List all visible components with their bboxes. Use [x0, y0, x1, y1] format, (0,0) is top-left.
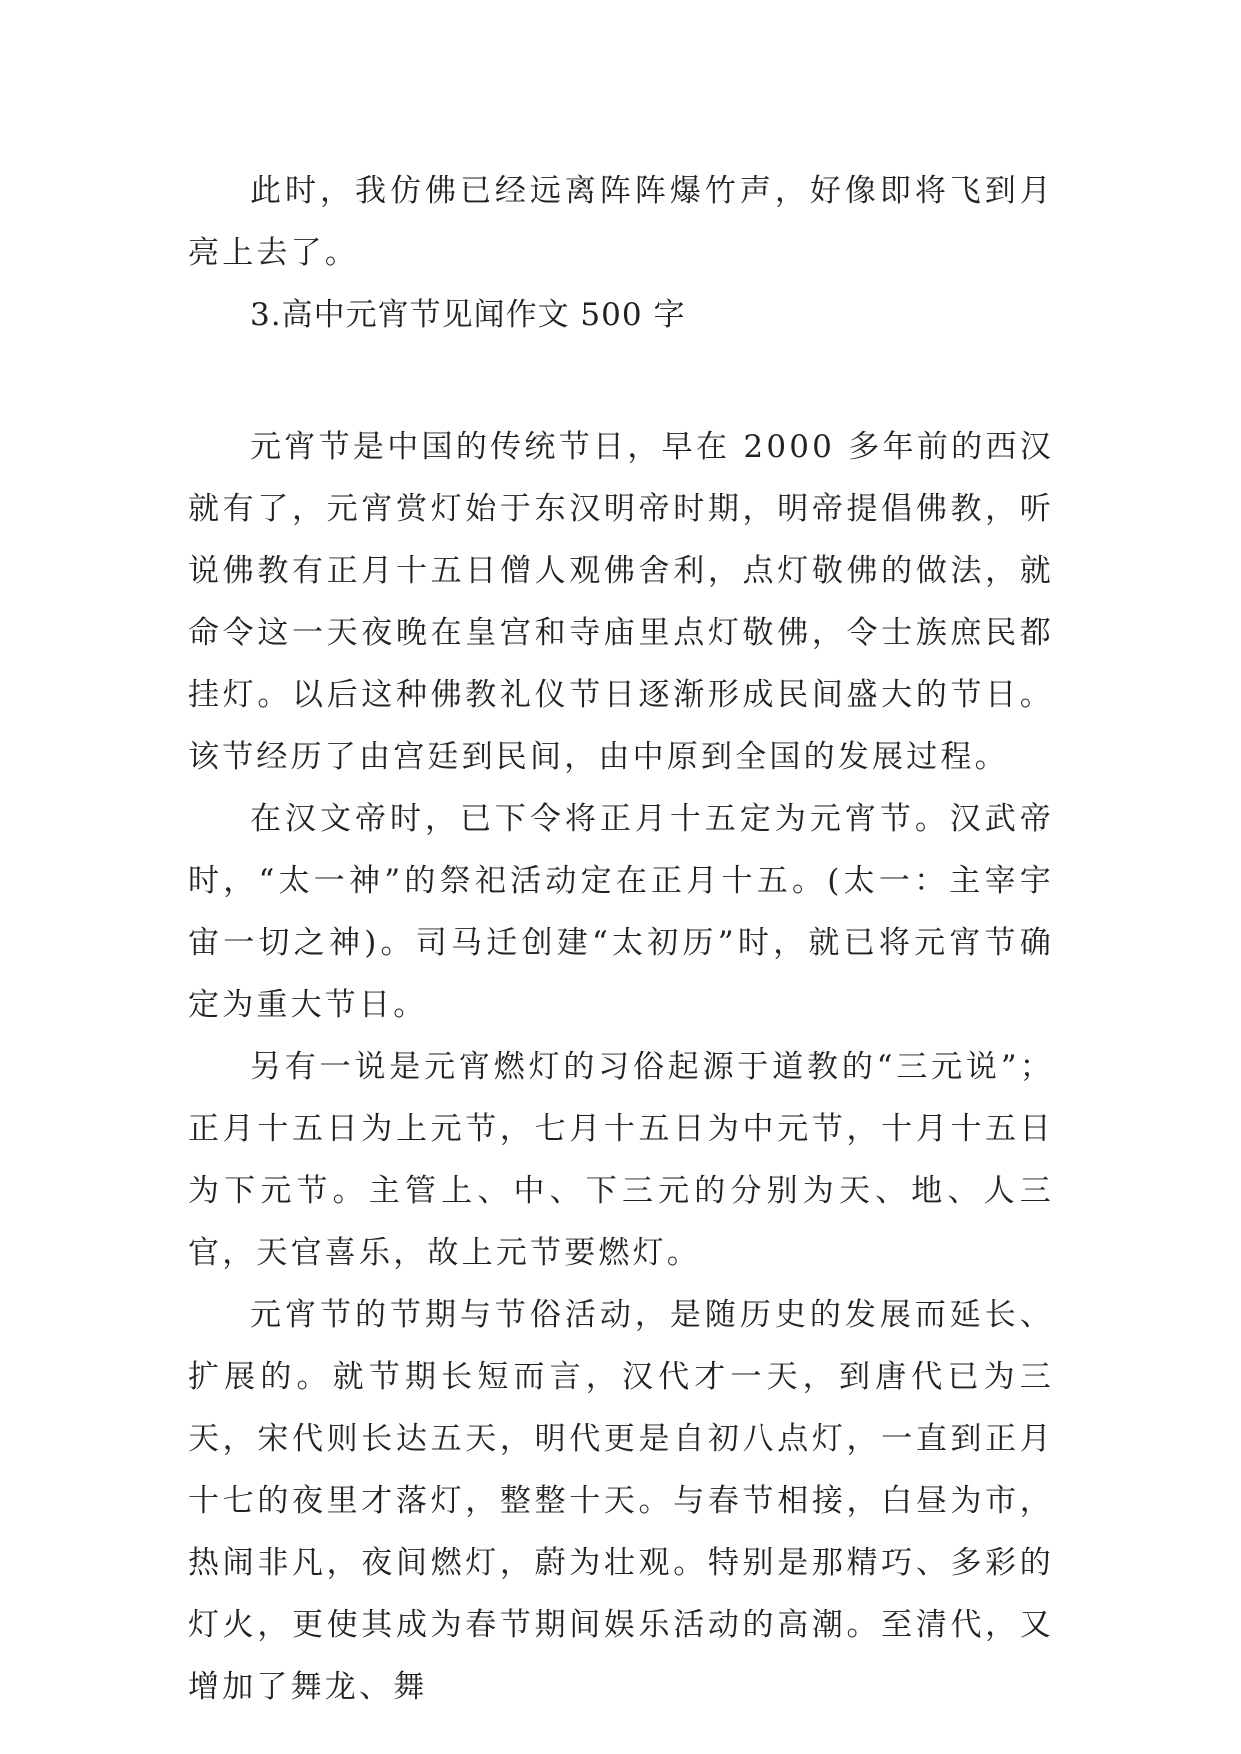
paragraph-han-dynasty: 在汉文帝时，已下令将正月十五定为元宵节。汉武帝时，“太一神”的祭祀活动定在正月十五。(太一：主宰宇宙一切之神)。司马迁创建“太初历”时，就已将元宵节确定为重大节日。: [188, 801, 1054, 1023]
paragraph-festival-duration: 元宵节的节期与节俗活动，是随历史的发展而延长、扩展的。就节期长短而言，汉代才一天，到唐代已为三天，宋代则长达五天，明代更是自初八点灯，一直到正月十七的夜里才落灯，整整十天。与春节相接，白昼为市，热闹非凡，夜间燃灯，蔚为壮观。特别是那精巧、多彩的灯火，更使其成为春节期间娱乐活动的高潮。至清代，又增加了舞龙、舞: [188, 1297, 1054, 1705]
section-spacer: [188, 346, 1054, 416]
paragraph-origin: 元宵节是中国的传统节日，早在 2000 多年前的西汉就有了，元宵赏灯始于东汉明帝时期，明帝提倡佛教，听说佛教有正月十五日僧人观佛舍利，点灯敬佛的做法，就命令这一天夜晚在皇宫和寺庙里点灯敬佛，令士族庶民都挂灯。以后这种佛教礼仪节日逐渐形成民间盛大的节日。该节经历了由宫廷到民间，由中原到全国的发展过程。: [188, 429, 1054, 775]
section-heading: 3.高中元宵节见闻作文 500 字: [250, 297, 686, 333]
paragraph-taoism: 另有一说是元宵燃灯的习俗起源于道教的“三元说”；正月十五日为上元节，七月十五日为中元节，十月十五日为下元节。主管上、中、下三元的分别为天、地、人三官，天官喜乐，故上元节要燃灯。: [188, 1049, 1054, 1271]
paragraph-intro-ending: 此时，我仿佛已经远离阵阵爆竹声，好像即将飞到月亮上去了。: [188, 173, 1054, 271]
document-body: [188, 160, 1054, 1718]
